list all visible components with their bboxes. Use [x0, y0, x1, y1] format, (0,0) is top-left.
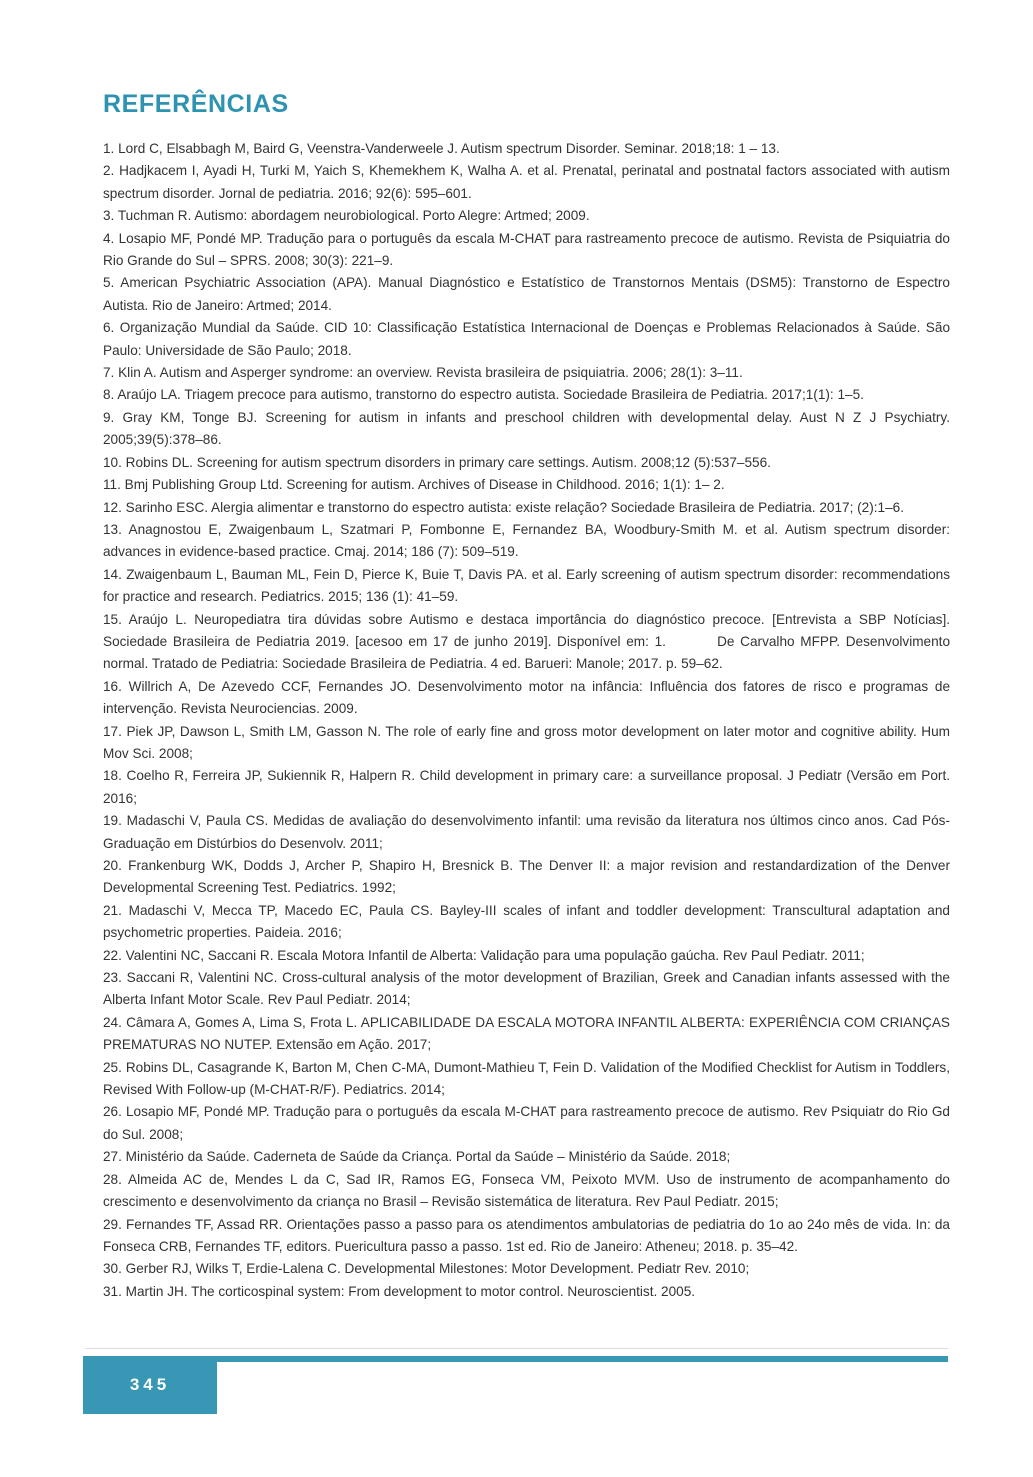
footer-hairline	[85, 1348, 948, 1349]
reference-item: 16. Willrich A, De Azevedo CCF, Fernandes JO. Desenvolvimento motor na infância: Influência dos fatores de risco e programas de intervenção. Revista Neurociencias. 2009.	[103, 678, 950, 717]
reference-item: 9. Gray KM, Tonge BJ. Screening for autism in infants and preschool children with developmental delay. Aust N Z J Psychiatry. 2005;39(5):378–86.	[103, 409, 950, 448]
reference-item: 12. Sarinho ESC. Alergia alimentar e transtorno do espectro autista: existe relação? Sociedade Brasileira de Pediatria. 2017; (2):1–6.	[103, 499, 904, 515]
reference-item: 2. Hadjkacem I, Ayadi H, Turki M, Yaich S, Khemekhem K, Walha A. et al. Prenatal, perinatal and postnatal factors associated with autism spectrum disorder. Jornal de pediatria. 2016; 92(6): 595–601.	[103, 163, 950, 201]
reference-item: 21. Madaschi V, Mecca TP, Macedo EC, Paula CS. Bayley-III scales of infant and toddler development: Transcultural adaptation and psychometric properties. Paideia. 2016;	[103, 902, 950, 941]
reference-item: 5. American Psychiatric Association (APA). Manual Diagnóstico e Estatístico de Transtornos Mentais (DSM5): Transtorno de Espectro Autista. Rio de Janeiro: Artmed; 2014.	[103, 275, 950, 313]
footer-rule	[217, 1356, 948, 1362]
page-title: REFERÊNCIAS	[103, 90, 289, 118]
reference-item: 23. Saccani R, Valentini NC. Cross-cultural analysis of the motor development of Brazilian, Greek and Canadian infants assessed with the Alberta Infant Motor Scale. Rev Paul Pediatr. 2014;	[103, 970, 950, 1008]
reference-item: 7. Klin A. Autism and Asperger syndrome: an overview. Revista brasileira de psiquiatria. 2006; 28(1): 3–11.	[103, 365, 743, 381]
reference-item: 24. Câmara A, Gomes A, Lima S, Frota L. APLICABILIDADE DA ESCALA MOTORA INFANTIL ALBERTA: EXPERIÊNCIA COM CRIANÇAS PREMATURAS NO NUTEP. Extensão em Ação. 2017;	[103, 1014, 950, 1053]
reference-item: 29. Fernandes TF, Assad RR. Orientações passo a passo para os atendimentos ambulatorias de pediatria do 1o ao 24o mês de vida. In: da Fonseca CRB, Fernandes TF, editors. Puericultura passo a passo. 1st ed. Rio de Janeiro: Atheneu; 2018. p. 35–42.	[103, 1216, 950, 1254]
reference-item: 25. Robins DL, Casagrande K, Barton M, Chen C-MA, Dumont-Mathieu T, Fein D. Validation of the Modified Checklist for Autism in Toddlers, Revised With Follow-up (M-CHAT-R/F). Pediatrics. 2014;	[103, 1059, 950, 1098]
reference-item: 18. Coelho R, Ferreira JP, Sukiennik R, Halpern R. Child development in primary care: a surveillance proposal. J Pediatr (Versão em Port. 2016;	[103, 768, 950, 806]
reference-item: 11. Bmj Publishing Group Ltd. Screening for autism. Archives of Disease in Childhood. 2016; 1(1): 1– 2.	[103, 477, 725, 493]
reference-item: 13. Anagnostou E, Zwaigenbaum L, Szatmari P, Fombonne E, Fernandez BA, Woodbury-Smith M. et al. Autism spectrum disorder: advances in evidence-based practice. Cmaj. 2014; 186 (7): 509–519.	[103, 521, 950, 560]
page-number-box	[83, 1356, 217, 1414]
reference-item: 15. Araújo L. Neuropediatra tira dúvidas sobre Autismo e destaca importância do diagnóstico precoce. [Entrevista a SBP Notícias]. Sociedade Brasileira de Pediatria 2019. [acesoo em 17 de junho 2019]. Disponível em: 1. De Carvalho MFPP. Desenvolvimento normal. Tratado de Pediatria: Sociedade Brasileira de Pediatria. 4 ed. Barueri: Manole; 2017. p. 59–62.	[103, 611, 950, 672]
reference-item: 3. Tuchman R. Autismo: abordagem neurobiological. Porto Alegre: Artmed; 2009.	[103, 208, 590, 224]
reference-item: 26. Losapio MF, Pondé MP. Tradução para o português da escala M-CHAT para rastreamento precoce de autismo. Rev Psiquiatr do Rio Gd do Sul. 2008;	[103, 1104, 950, 1142]
reference-item: 20. Frankenburg WK, Dodds J, Archer P, Shapiro H, Bresnick B. The Denver II: a major revision and restandardization of the Denver Developmental Screening Test. Pediatrics. 1992;	[103, 858, 950, 896]
reference-item: 14. Zwaigenbaum L, Bauman ML, Fein D, Pierce K, Buie T, Davis PA. et al. Early screening of autism spectrum disorder: recommendations for practice and research. Pediatrics. 2015; 136 (1): 41–59.	[103, 566, 950, 605]
reference-item: 28. Almeida AC de, Mendes L da C, Sad IR, Ramos EG, Fonseca VM, Peixoto MVM. Uso de instrumento de acompanhamento do crescimento e desenvolvimento da criança no Brasil – Revisão sistemática de literatura. Rev Paul Pediatr. 2015;	[103, 1171, 950, 1210]
reference-item: 22. Valentini NC, Saccani R. Escala Motora Infantil de Alberta: Validação para uma população gaúcha. Rev Paul Pediatr. 2011;	[103, 947, 865, 963]
reference-list	[103, 138, 950, 1303]
reference-item: 19. Madaschi V, Paula CS. Medidas de avaliação do desenvolvimento infantil: uma revisão da literatura nos últimos cinco anos. Cad Pós-Graduação em Distúrbios do Desenvolv. 2011;	[103, 813, 950, 851]
reference-item: 31. Martin JH. The corticospinal system: From development to motor control. Neuroscientist. 2005.	[103, 1283, 696, 1299]
reference-item: 8. Araújo LA. Triagem precoce para autismo, transtorno do espectro autista. Sociedade Brasileira de Pediatria. 2017;1(1): 1–5.	[103, 387, 864, 403]
reference-item: 4. Losapio MF, Pondé MP. Tradução para o português da escala M-CHAT para rastreamento precoce de autismo. Revista de Psiquiatria do Rio Grande do Sul – SPRS. 2008; 30(3): 221–9.	[103, 230, 950, 269]
reference-item: 30. Gerber RJ, Wilks T, Erdie-Lalena C. Developmental Milestones: Motor Development. Pediatr Rev. 2010;	[103, 1261, 750, 1277]
page-number: 345	[129, 1375, 171, 1394]
reference-item: 27. Ministério da Saúde. Caderneta de Saúde da Criança. Portal da Saúde – Ministério da Saúde. 2018;	[103, 1149, 731, 1165]
reference-item: 17. Piek JP, Dawson L, Smith LM, Gasson N. The role of early fine and gross motor development on later motor and cognitive ability. Hum Mov Sci. 2008;	[103, 723, 950, 761]
reference-item: 1. Lord C, Elsabbagh M, Baird G, Veenstra-Vanderweele J. Autism spectrum Disorder. Seminar. 2018;18: 1 – 13.	[103, 141, 780, 156]
reference-item: 10. Robins DL. Screening for autism spectrum disorders in primary care settings. Autism. 2008;12 (5):537–556.	[103, 454, 771, 470]
reference-item: 6. Organização Mundial da Saúde. CID 10: Classificação Estatística Internacional de Doenças e Problemas Relacionados à Saúde. São Paulo: Universidade de São Paulo; 2018.	[103, 320, 950, 358]
